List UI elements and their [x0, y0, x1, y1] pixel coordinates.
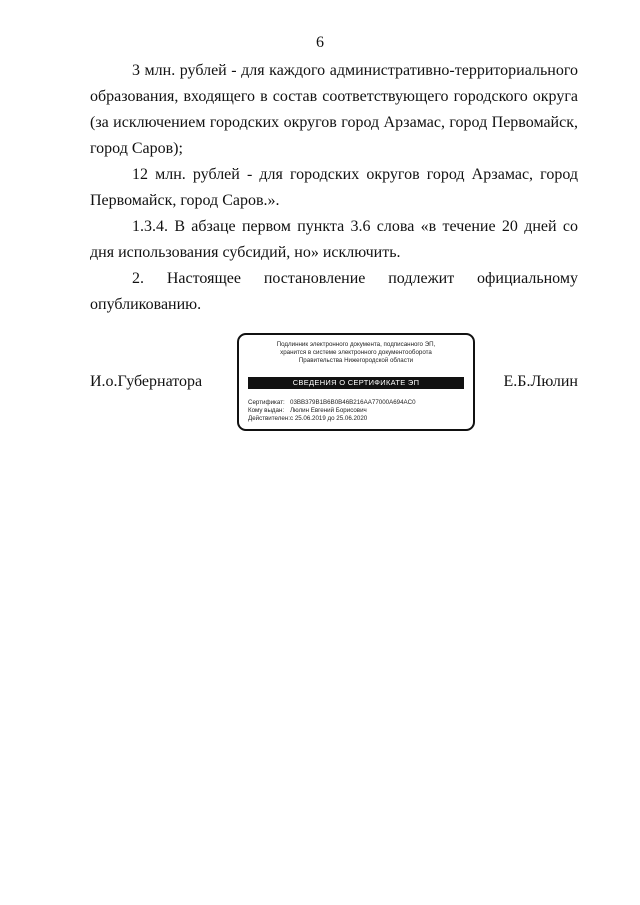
stamp-valid-row — [248, 415, 367, 423]
stamp-header: СВЕДЕНИЯ О СЕРТИФИКАТЕ ЭП — [248, 377, 464, 389]
stamp-certificate-value: 03BB379B1B6B0B46B216AA77000A694AC0 — [290, 399, 416, 406]
paragraph-item-1-3-4: 1.3.4. В абзаце первом пункта 3.6 слова «в течение 20 дней со дня использования субсидий, но» исключить. — [90, 218, 578, 261]
stamp-issued-to-label: Кому выдан: — [248, 407, 285, 414]
signatory-position: И.о.Губернатора — [90, 373, 203, 390]
stamp-certificate-label: Сертификат: — [248, 399, 285, 406]
paragraph-amount-3mln: 3 млн. рублей - для каждого административно-территориального образования, входящего в состав соответствующего городского округа (за исключением городских округов город Арзамас, город Первомайск, город Саров); — [90, 62, 578, 157]
paragraph-amount-12mln: 12 млн. рублей - для городских округов город Арзамас, город Первомайск, город Саров.». — [90, 166, 578, 209]
signatory-name: Е.Б.Люлин — [503, 373, 578, 390]
document-body — [90, 58, 578, 318]
stamp-certificate-row — [248, 399, 416, 407]
electronic-signature-stamp — [237, 333, 475, 431]
stamp-issued-to-row — [248, 407, 367, 415]
paragraph-item-2: 2. Настоящее постановление подлежит официальному опубликованию. — [90, 270, 578, 313]
stamp-valid-label: Действителен: — [248, 415, 290, 422]
stamp-valid-value: с 25.06.2019 до 25.06.2020 — [290, 415, 368, 422]
page-number: 6 — [316, 34, 324, 51]
stamp-issued-to-value: Люлин Евгений Борисович — [290, 407, 367, 414]
stamp-intro-line: Подлинник электронного документа, подписанного ЭП, — [276, 341, 436, 348]
stamp-intro-line: хранится в системе электронного документооборота — [280, 349, 432, 356]
stamp-intro-line: Правительства Нижегородской области — [298, 357, 414, 364]
